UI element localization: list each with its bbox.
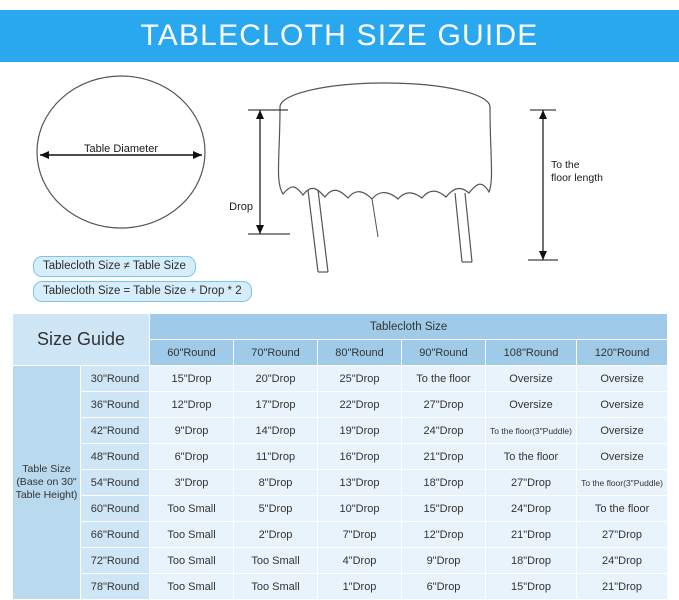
cell-1-1: 17"Drop bbox=[234, 392, 318, 418]
cell-3-4: To the floor bbox=[486, 444, 577, 470]
cell-3-0: 6"Drop bbox=[150, 444, 234, 470]
floor-label-line2: floor length bbox=[551, 172, 603, 184]
cloth-drape-path bbox=[278, 107, 491, 199]
table-row bbox=[13, 522, 668, 548]
cell-3-1: 11"Drop bbox=[234, 444, 318, 470]
column-header-3: 90"Round bbox=[402, 340, 486, 366]
cell-5-4: 24"Drop bbox=[486, 496, 577, 522]
cell-2-5: Oversize bbox=[577, 418, 668, 444]
floor-arrow-head-top bbox=[539, 110, 547, 119]
row-label-4: 54"Round bbox=[81, 470, 150, 496]
cell-2-0: 9"Drop bbox=[150, 418, 234, 444]
table-row bbox=[13, 366, 668, 392]
table-size-group-line1: Table Size bbox=[22, 463, 71, 475]
row-label-7: 72"Round bbox=[81, 548, 150, 574]
row-label-1: 36"Round bbox=[81, 392, 150, 418]
table-leg-center bbox=[372, 199, 378, 237]
size-guide-table bbox=[12, 313, 668, 600]
cell-5-3: 15"Drop bbox=[402, 496, 486, 522]
cell-6-1: 2"Drop bbox=[234, 522, 318, 548]
cell-1-3: 27"Drop bbox=[402, 392, 486, 418]
table-row bbox=[13, 418, 668, 444]
drop-label: Drop bbox=[229, 201, 253, 213]
column-header-0: 60"Round bbox=[150, 340, 234, 366]
cell-5-1: 5"Drop bbox=[234, 496, 318, 522]
cell-3-3: 21"Drop bbox=[402, 444, 486, 470]
cell-7-3: 9"Drop bbox=[402, 548, 486, 574]
floor-label-line1: To the bbox=[551, 159, 580, 171]
column-header-5: 120"Round bbox=[577, 340, 668, 366]
cell-7-5: 24"Drop bbox=[577, 548, 668, 574]
cell-0-2: 25"Drop bbox=[318, 366, 402, 392]
row-label-2: 42"Round bbox=[81, 418, 150, 444]
cell-6-0: Too Small bbox=[150, 522, 234, 548]
cell-8-4: 15"Drop bbox=[486, 574, 577, 600]
table-leg-right-b bbox=[465, 193, 472, 262]
row-label-3: 48"Round bbox=[81, 444, 150, 470]
cell-7-1: Too Small bbox=[234, 548, 318, 574]
cell-2-4: To the floor(3"Puddle) bbox=[486, 418, 577, 444]
cell-8-1: Too Small bbox=[234, 574, 318, 600]
table-row bbox=[13, 496, 668, 522]
cell-5-5: To the floor bbox=[577, 496, 668, 522]
cell-1-0: 12"Drop bbox=[150, 392, 234, 418]
table-diameter-label: Table Diameter bbox=[84, 143, 158, 155]
table-row bbox=[13, 548, 668, 574]
cell-8-0: Too Small bbox=[150, 574, 234, 600]
drop-arrow-head-top bbox=[256, 110, 264, 119]
cell-4-5: To the floor(3"Puddle) bbox=[577, 470, 668, 496]
cell-8-2: 1"Drop bbox=[318, 574, 402, 600]
cell-1-5: Oversize bbox=[577, 392, 668, 418]
cell-5-2: 10"Drop bbox=[318, 496, 402, 522]
cell-2-1: 14"Drop bbox=[234, 418, 318, 444]
cell-6-3: 12"Drop bbox=[402, 522, 486, 548]
cell-1-4: Oversize bbox=[486, 392, 577, 418]
table-row bbox=[13, 392, 668, 418]
note-formula: Tablecloth Size = Table Size + Drop * 2 bbox=[33, 281, 252, 302]
row-label-8: 78"Round bbox=[81, 574, 150, 600]
note-inequality: Tablecloth Size ≠ Table Size bbox=[33, 256, 196, 277]
cell-4-2: 13"Drop bbox=[318, 470, 402, 496]
drop-arrow-head-bottom bbox=[256, 225, 264, 234]
table-size-group-header bbox=[13, 366, 81, 600]
table-leg-right bbox=[455, 193, 462, 262]
cell-4-4: 27"Drop bbox=[486, 470, 577, 496]
table-size-group-line2: (Base on 30" bbox=[16, 476, 77, 488]
cell-0-4: Oversize bbox=[486, 366, 577, 392]
page-title: TABLECLOTH SIZE GUIDE bbox=[140, 19, 539, 52]
cell-4-1: 8"Drop bbox=[234, 470, 318, 496]
tablecloth-size-group-header: Tablecloth Size bbox=[150, 314, 668, 340]
cell-7-0: Too Small bbox=[150, 548, 234, 574]
cell-2-2: 19"Drop bbox=[318, 418, 402, 444]
cell-8-3: 6"Drop bbox=[402, 574, 486, 600]
cell-0-1: 20"Drop bbox=[234, 366, 318, 392]
cell-3-5: Oversize bbox=[577, 444, 668, 470]
row-label-6: 66"Round bbox=[81, 522, 150, 548]
size-guide-title: Size Guide bbox=[13, 314, 150, 366]
cell-7-2: 4"Drop bbox=[318, 548, 402, 574]
table-size-group-line3: Table Height) bbox=[15, 489, 78, 501]
table-header-row-1 bbox=[13, 314, 668, 340]
column-header-4: 108"Round bbox=[486, 340, 577, 366]
cell-3-2: 16"Drop bbox=[318, 444, 402, 470]
table-leg-left bbox=[308, 190, 318, 272]
row-label-0: 30"Round bbox=[81, 366, 150, 392]
cell-0-0: 15"Drop bbox=[150, 366, 234, 392]
column-header-1: 70"Round bbox=[234, 340, 318, 366]
cell-2-3: 24"Drop bbox=[402, 418, 486, 444]
column-header-2: 80"Round bbox=[318, 340, 402, 366]
table-leg-left-b bbox=[318, 190, 328, 272]
cell-1-2: 22"Drop bbox=[318, 392, 402, 418]
cell-4-0: 3"Drop bbox=[150, 470, 234, 496]
cell-6-2: 7"Drop bbox=[318, 522, 402, 548]
table-row bbox=[13, 470, 668, 496]
page-header bbox=[0, 10, 679, 62]
table-row bbox=[13, 444, 668, 470]
cell-7-4: 18"Drop bbox=[486, 548, 577, 574]
cell-6-4: 21"Drop bbox=[486, 522, 577, 548]
row-label-5: 60"Round bbox=[81, 496, 150, 522]
cell-4-3: 18"Drop bbox=[402, 470, 486, 496]
floor-arrow-head-bottom bbox=[539, 251, 547, 260]
cell-0-3: To the floor bbox=[402, 366, 486, 392]
cell-6-5: 27"Drop bbox=[577, 522, 668, 548]
cell-0-5: Oversize bbox=[577, 366, 668, 392]
cell-8-5: 21"Drop bbox=[577, 574, 668, 600]
cell-5-0: Too Small bbox=[150, 496, 234, 522]
